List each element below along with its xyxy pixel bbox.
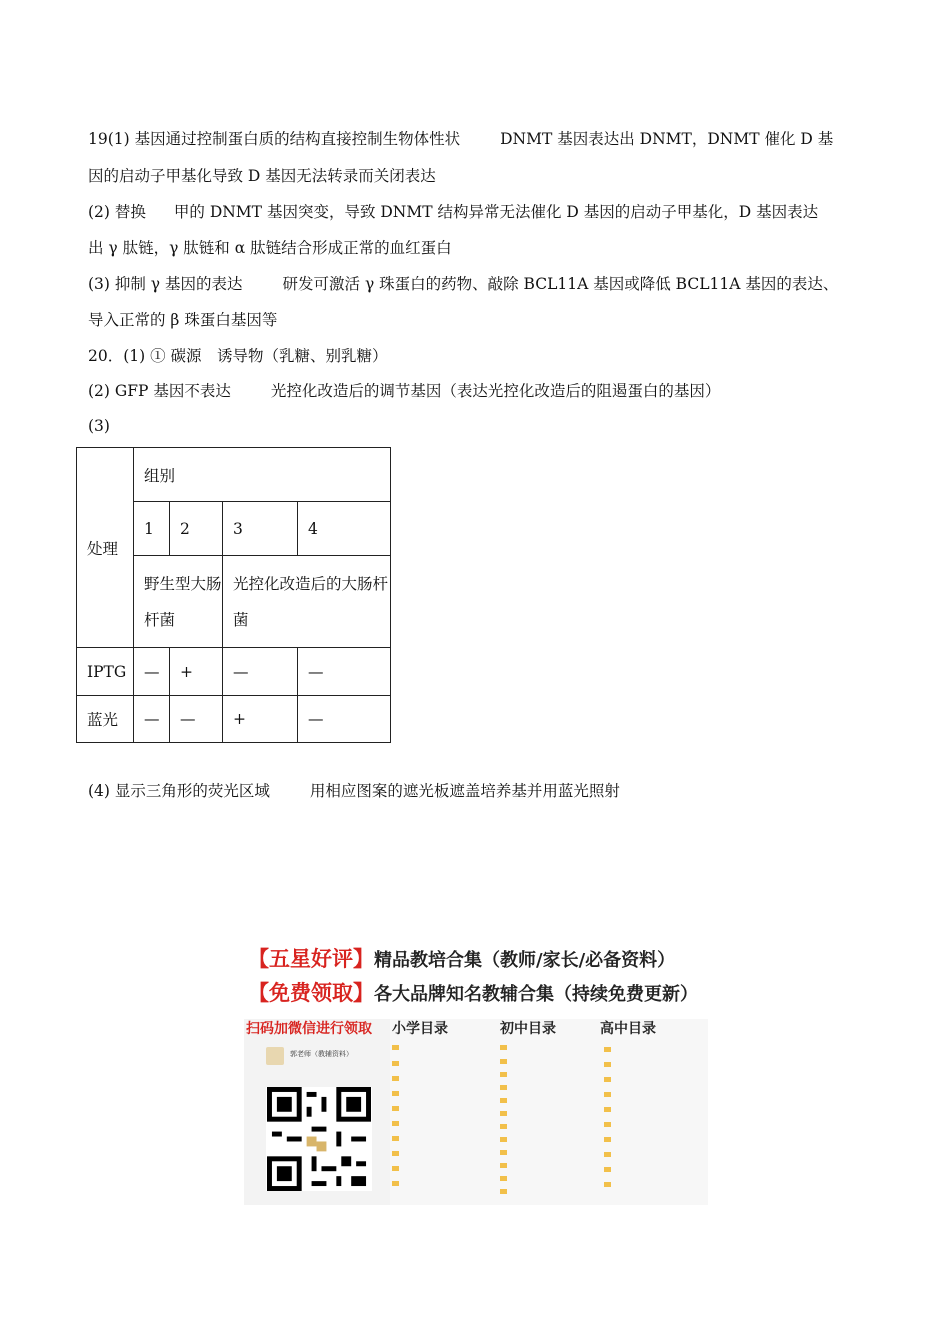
folder-icon[interactable] <box>392 1151 403 1158</box>
folder-icon[interactable] <box>604 1062 615 1069</box>
folder-icon[interactable] <box>604 1182 615 1189</box>
answer-20-1: 20．(1) ① 碳源 诱导物（乳糖、别乳糖） <box>88 347 388 365</box>
iptg-g3: — <box>223 648 298 696</box>
folder-icon[interactable] <box>500 1059 511 1066</box>
answer-text: (2) 替换 <box>88 203 146 221</box>
folder-icon[interactable] <box>500 1111 511 1118</box>
promo-text: 精品教培合集（教师/家长/必备资料） <box>374 950 676 971</box>
promo-text: 各大品牌知名教辅合集（持续免费更新） <box>374 984 698 1005</box>
iptg-label: IPTG <box>77 648 134 696</box>
light-modified-cell: 光控化改造后的大肠杆菌 <box>223 556 391 648</box>
answer-20-4 <box>88 781 620 801</box>
promo-headline-2 <box>248 977 698 1007</box>
folder-icon[interactable] <box>604 1077 615 1084</box>
folder-icon[interactable] <box>392 1061 403 1068</box>
wild-type-cell: 野生型大肠杆菌 <box>134 556 223 648</box>
folder-icon[interactable] <box>392 1121 403 1128</box>
scan-label: 扫码加微信进行领取 <box>246 1021 372 1037</box>
folder-icon[interactable] <box>604 1092 615 1099</box>
answer-19-3-line2: 导入正常的 β 珠蛋白基因等 <box>88 311 278 329</box>
answer-text: (3) 抑制 γ 基因的表达 <box>88 275 243 293</box>
blue-g1: — <box>134 696 170 743</box>
answer-text: 甲的 DNMT 基因突变，导致 DNMT 结构异常无法催化 D 基因的启动子甲基化，D 基因表达 <box>173 203 819 221</box>
folder-icon[interactable] <box>392 1045 403 1052</box>
folder-icon[interactable] <box>500 1085 511 1092</box>
blue-g4: — <box>298 696 391 743</box>
avatar <box>266 1047 284 1065</box>
answer-19-3-line1 <box>88 274 838 294</box>
group-table <box>76 447 391 743</box>
iptg-g1: — <box>134 648 170 696</box>
group-4: 4 <box>298 502 391 556</box>
promo-red-label: 【免费领取】 <box>248 981 374 1005</box>
folder-icon[interactable] <box>392 1181 403 1188</box>
answer-text: 用相应图案的遮光板遮盖培养基并用蓝光照射 <box>309 782 620 800</box>
iptg-g2: + <box>170 648 223 696</box>
folder-icon[interactable] <box>500 1045 511 1052</box>
answer-text: 19(1) 基因通过控制蛋白质的结构直接控制生物体性状 <box>88 130 461 148</box>
answer-20-2 <box>88 381 720 401</box>
answer-20-3: (3) <box>88 417 110 435</box>
folder-icon[interactable] <box>500 1137 511 1144</box>
folder-icon[interactable] <box>392 1091 403 1098</box>
answer-text: 光控化改造后的调节基因（表达光控化改造后的阻遏蛋白的基因） <box>270 382 721 400</box>
answer-text: (4) 显示三角形的荧光区域 <box>88 782 270 800</box>
folder-icon[interactable] <box>392 1106 403 1113</box>
answer-text: DNMT 基因表达出 DNMT，DNMT 催化 D 基 <box>500 130 834 148</box>
treat-header: 处理 <box>77 448 134 648</box>
group-2: 2 <box>170 502 223 556</box>
answer-text: (2) GFP 基因不表达 <box>88 382 231 400</box>
folder-icon[interactable] <box>604 1137 615 1144</box>
folder-icon[interactable] <box>500 1150 511 1157</box>
contact-name: 郭老师（教辅资料） <box>290 1050 353 1058</box>
folder-icon[interactable] <box>392 1136 403 1143</box>
catalog-panel <box>390 1019 708 1205</box>
folder-icon[interactable] <box>500 1189 511 1196</box>
blue-g2: — <box>170 696 223 743</box>
folder-icon[interactable] <box>604 1107 615 1114</box>
folder-icon[interactable] <box>392 1076 403 1083</box>
folder-icon[interactable] <box>604 1122 615 1129</box>
middle-catalog-title: 初中目录 <box>500 1021 556 1037</box>
promo-headline-1 <box>248 943 675 973</box>
folder-icon[interactable] <box>500 1124 511 1131</box>
folder-icon[interactable] <box>604 1047 615 1054</box>
answer-19-2-line2: 出 γ 肽链，γ 肽链和 α 肽链结合形成正常的血红蛋白 <box>88 239 452 257</box>
iptg-g4: — <box>298 648 391 696</box>
folder-icon[interactable] <box>500 1163 511 1170</box>
folder-icon[interactable] <box>500 1098 511 1105</box>
blue-label: 蓝光 <box>77 696 134 743</box>
high-catalog-title: 高中目录 <box>600 1021 656 1037</box>
answer-19-2-line1 <box>88 202 818 222</box>
group-header: 组别 <box>134 448 391 502</box>
folder-icon[interactable] <box>604 1167 615 1174</box>
group-3: 3 <box>223 502 298 556</box>
answer-19-1-line1 <box>88 129 833 149</box>
folder-icon[interactable] <box>604 1152 615 1159</box>
primary-catalog-title: 小学目录 <box>392 1021 448 1037</box>
promo-banner[interactable] <box>244 935 708 1207</box>
folder-icon[interactable] <box>500 1072 511 1079</box>
qr-code-icon[interactable] <box>266 1087 372 1191</box>
blue-g3: + <box>223 696 298 743</box>
answer-19-1-line2: 因的启动子甲基化导致 D 基因无法转录而关闭表达 <box>88 167 436 185</box>
group-1: 1 <box>134 502 170 556</box>
promo-red-label: 【五星好评】 <box>248 947 374 971</box>
answer-text: 研发可激活 γ 珠蛋白的药物、敲除 BCL11A 基因或降低 BCL11A 基因的表达、 <box>282 275 839 293</box>
folder-icon[interactable] <box>392 1166 403 1173</box>
folder-icon[interactable] <box>500 1176 511 1183</box>
